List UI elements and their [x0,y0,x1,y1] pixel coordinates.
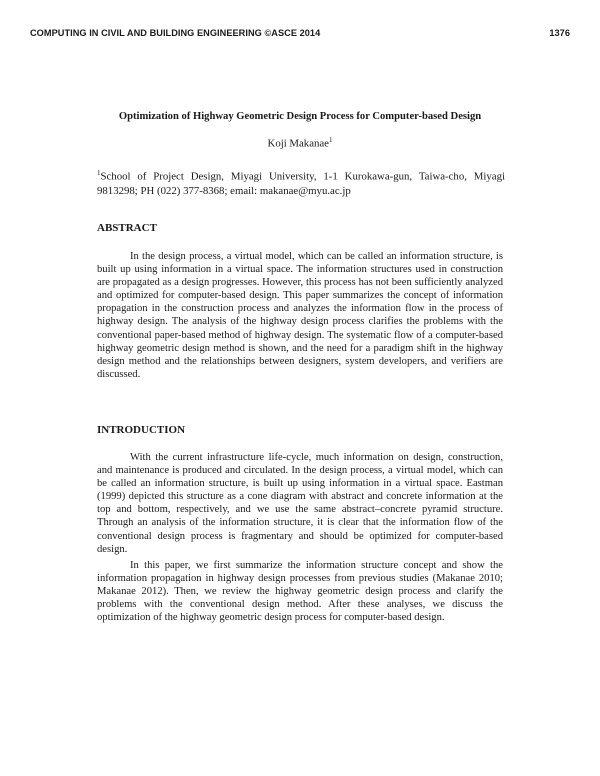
author-footnote-mark: 1 [328,136,333,144]
abstract-text: In the design process, a virtual model, which can be called an information structure, is built up using information in a virtual space. The information structures used in construction are propagated as a design progresses. However, this process has not been sufficiently analyzed and optimized for computer-based design. This paper summarizes the concept of information propagation in the construction process and analyzes the information flow in the process of highway design. The analysis of the highway design process clarifies the problems with the conventional paper-based method of highway design. The systematic flow of a computer-based highway geometric design method is shown, and the need for a paradigm shift in the highway design method and the relationships between designers, system developers, and verifiers are discussed. [97,251,503,380]
paper-title: Optimization of Highway Geometric Design Process for Computer-based Design [118,111,482,122]
running-header [30,28,570,42]
author-line [96,136,504,150]
author-name: Koji Makanae [267,137,329,150]
page-number: 1376 [549,28,570,38]
introduction-paragraph-2: In this paper, we first summarize the information structure concept and show the information propagation in highway design processes from previous studies (Makanae 2010; Makanae 2012). Then, we review the highway geometric design process and clarify the problems with the conventional design method. After these analyses, we discuss the optimization of the highway geometric design process for computer-based design. [97,560,503,624]
affiliation-text: School of Project Design, Miyagi University, 1-1 Kurokawa-gun, Taiwa-cho, Miyagi 9813298; PH (022) 377-8368; email: makanae@myu.ac.jp [97,170,505,197]
abstract-heading: ABSTRACT [97,222,157,234]
affiliation-mark: 1 [97,169,101,177]
introduction-paragraph-1: With the current infrastructure life-cycle, much information on design, construction, and maintenance is produced and circulated. In the design process, a virtual model, which can be called an information structure, is built up using information in a virtual space. Eastman (1999) depicted this structure as a cone diagram with abstract and concrete information at the top and bottom, respectively, and we use the same abstract–concrete pyramid structure. Through an analysis of the information structure, it is clear that the information flow of the conventional design process is fragmentary and should be optimized for computer-based design. [97,452,503,555]
affiliation [97,166,505,198]
introduction-heading: INTRODUCTION [97,424,186,436]
journal-header: COMPUTING IN CIVIL AND BUILDING ENGINEERING ©ASCE 2014 [30,28,321,38]
